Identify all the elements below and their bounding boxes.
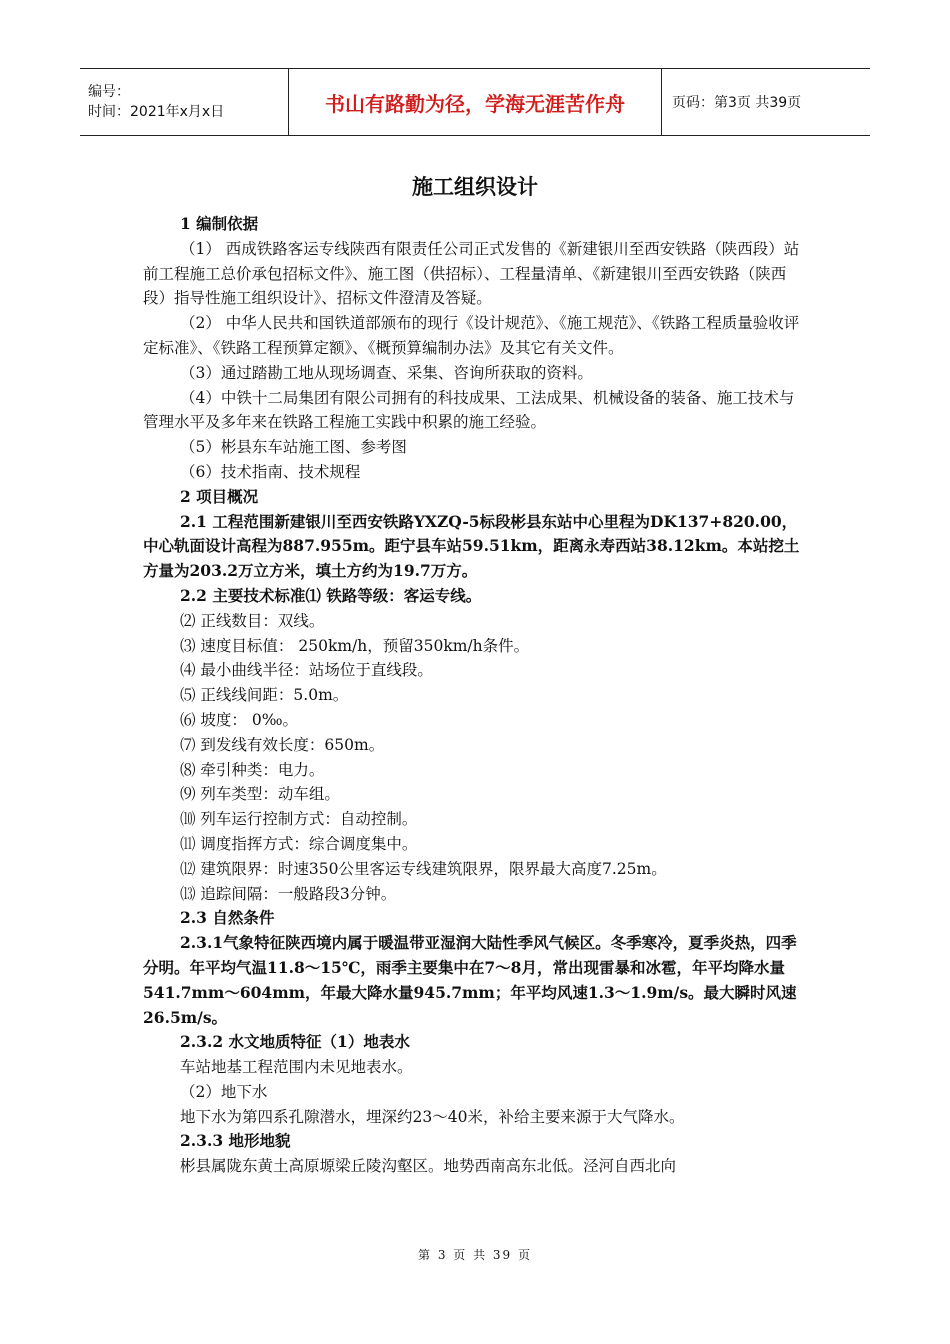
paragraph: ⑼ 列车类型：动车组。 xyxy=(180,785,340,804)
paragraph: 2.3.2 水文地质特征（1）地表水 xyxy=(180,1032,410,1052)
paragraph: ⑸ 正线线间距：5.0m。 xyxy=(180,686,349,705)
paragraph: （3）通过踏勘工地从现场调查、采集、咨询所获取的资料。 xyxy=(180,363,593,382)
paragraph: ⑾ 调度指挥方式：综合调度集中。 xyxy=(180,834,418,853)
paragraph: （2）地下水 xyxy=(180,1082,268,1101)
paragraph: ⑶ 速度目标值： 250km/h，预留350km/h条件。 xyxy=(180,636,530,655)
paragraph: （2） 中华人民共和国铁道部颁布的现行《设计规范》、《施工规范》、《铁路工程质量验收评定标准》、《铁路工程预算定额》、《概预算编制办法》及其它有关文件。 xyxy=(143,314,800,357)
header-slogan: 书山有路勤为径，学海无涯苦作舟 xyxy=(289,69,662,136)
paragraph: 车站地基工程范围内未见地表水。 xyxy=(180,1058,413,1077)
paragraph: ⑷ 最小曲线半径：站场位于直线段。 xyxy=(180,661,433,680)
paragraph: ⑽ 列车运行控制方式：自动控制。 xyxy=(180,810,418,829)
page-header xyxy=(80,68,870,136)
paragraph: （6）技术指南、技术规程 xyxy=(180,462,361,481)
document-time-label: 时间：2021年x月x日 xyxy=(88,104,225,120)
paragraph: （5）彬县东车站施工图、参考图 xyxy=(180,438,407,457)
paragraph: 2.1 工程范围新建银川至西安铁路YXZQ-5标段彬县东站中心里程为DK137+820.00，中心轨面设计高程为887.955m。距宁县车站59.51km，距离永寿西站38.12km。本站挖土方量为203.2万立方米，填土方约为19.7万方。 xyxy=(143,511,800,581)
header-meta xyxy=(80,69,289,136)
header-page-info: 页码：第3页 共39页 xyxy=(662,69,871,136)
paragraph: 2.3.1气象特征陕西境内属于暖温带亚湿润大陆性季风气候区。冬季寒冷，夏季炎热，四季分明。年平均气温11.8～15℃，雨季主要集中在7～8月，常出现雷暴和冰雹，年平均降水量541.7mm～604mm，年最大降水量945.7mm；年平均风速1.3～1.9m/s。最大瞬时风速26.5m/s。 xyxy=(143,933,797,1027)
document-body xyxy=(143,212,808,1179)
paragraph: （4）中铁十二局集团有限公司拥有的科技成果、工法成果、机械设备的装备、施工技术与管理水平及多年来在铁路工程施工实践中积累的施工经验。 xyxy=(143,388,795,432)
paragraph: ⑻ 牵引种类：电力。 xyxy=(180,760,325,779)
paragraph: ⑿ 建筑限界：时速350公里客运专线建筑限界，限界最大高度7.25m。 xyxy=(180,859,667,878)
paragraph: ⑵ 正线数目：双线。 xyxy=(180,611,325,630)
paragraph: 1 编制依据 xyxy=(180,214,259,233)
paragraph: 2 项目概况 xyxy=(180,486,259,506)
document-number-label: 编号： xyxy=(88,84,130,100)
paragraph: 2.3 自然条件 xyxy=(180,908,275,928)
paragraph: 地下水为第四系孔隙潜水，埋深约23～40米，补给主要来源于大气降水。 xyxy=(180,1107,685,1126)
paragraph: （1） 西成铁路客运专线陕西有限责任公司正式发售的《新建银川至西安铁路（陕西段）站前工程施工总价承包招标文件》、施工图（供招标）、工程量清单、《新建银川至西安铁路（陕西段）指导性施工组织设计》、招标文件澄清及答疑。 xyxy=(143,239,800,308)
document-title: 施工组织设计 xyxy=(412,175,538,199)
paragraph: 彬县属陇东黄土高原塬梁丘陵沟壑区。地势西南高东北低。泾河自西北向 xyxy=(180,1157,677,1176)
paragraph: 2.2 主要技术标准⑴ 铁路等级：客运专线。 xyxy=(180,585,482,605)
paragraph: ⑹ 坡度： 0‰。 xyxy=(180,710,299,729)
paragraph: ⑺ 到发线有效长度：650m。 xyxy=(180,735,385,754)
page-footer: 第 3 页 共 39 页 xyxy=(418,1248,532,1262)
paragraph: 2.3.3 地形地貌 xyxy=(180,1131,291,1151)
paragraph: ⒀ 追踪间隔：一般路段3分钟。 xyxy=(180,884,397,903)
